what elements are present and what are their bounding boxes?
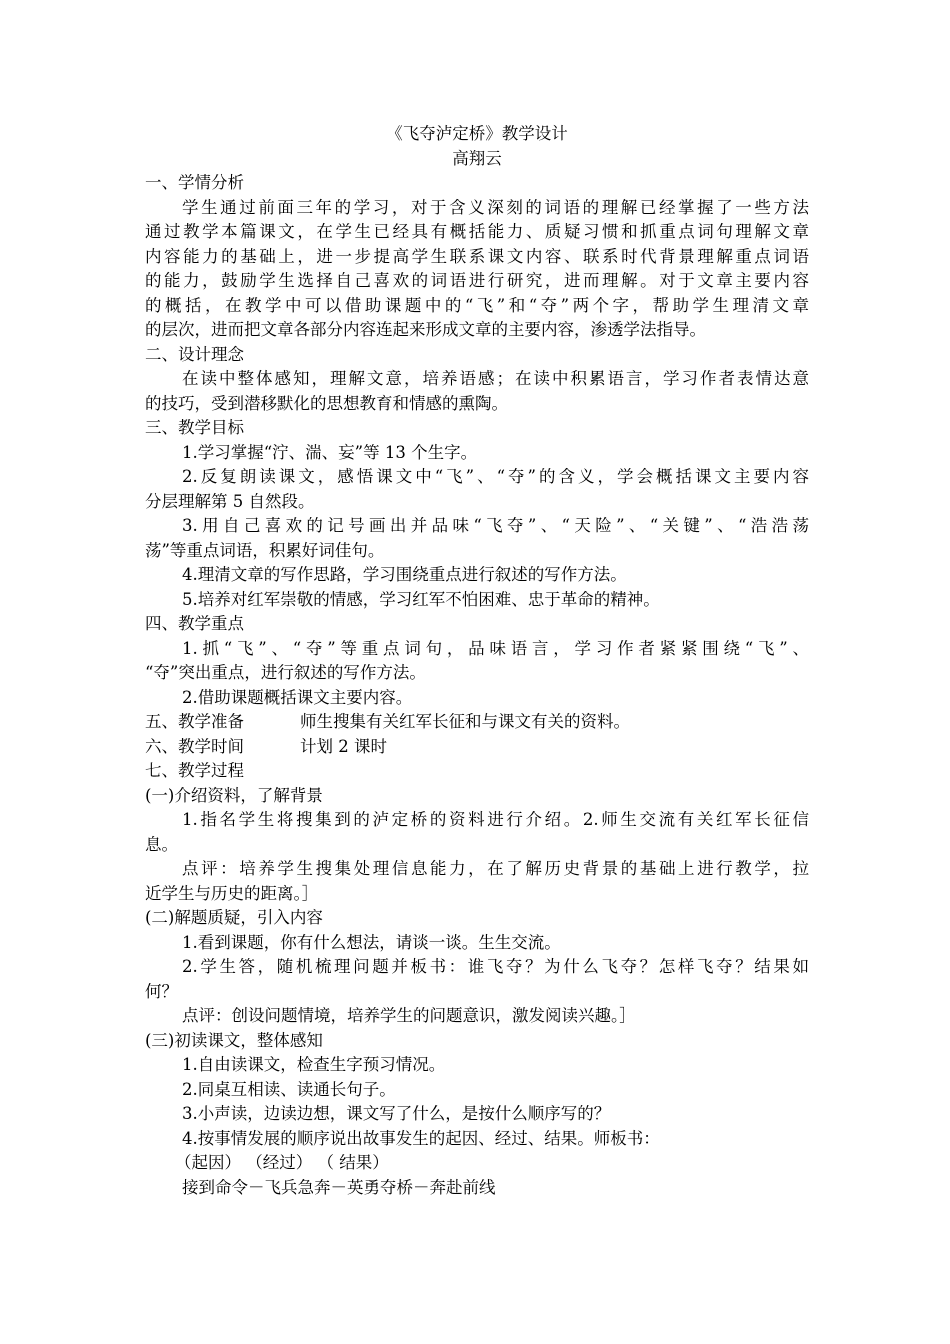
document-page: [145, 122, 809, 1200]
list-item: 3.小声读，边读边想，课文写了什么，是按什么顺序写的？: [182, 1104, 611, 1123]
paragraph-line: 在读中整体感知，理解文意，培养语感；在读中积累语言，学习作者表情达意: [182, 369, 809, 388]
list-item: 3.用自己喜欢的记号画出并品味“飞夺”、“天险”、“关键”、“浩浩荡: [182, 516, 809, 535]
section-heading: 三、教学目标: [145, 418, 244, 437]
subsection-heading: (二)解题质疑，引入内容: [145, 908, 323, 927]
list-item: 1.看到课题，你有什么想法，请谈一谈。生生交流。: [182, 932, 561, 952]
section-row: [145, 710, 809, 735]
paragraph-line: 的层次，进而把文章各部分内容连起来形成文章的主要内容，渗透学法指导。: [145, 320, 706, 339]
section-content: 师生搜集有关红军长征和与课文有关的资料。: [300, 712, 630, 731]
subsection-heading: (三)初读课文，整体感知: [145, 1030, 323, 1050]
list-item: 1.自由读课文，检查生字预习情况。: [182, 1055, 446, 1074]
section-heading: 六、教学时间: [145, 736, 244, 756]
list-item-continuation: 分层理解第 5 自然段。: [145, 491, 315, 511]
list-item: 1.指名学生将搜集到的泸定桥的资料进行介绍。2.师生交流有关红军长征信: [182, 810, 809, 829]
document-title: 《飞夺泸定桥》教学设计: [386, 124, 568, 143]
section-heading: 四、教学重点: [145, 614, 244, 633]
paragraph-line: 的技巧，受到潜移默化的思想教育和情感的熏陶。: [145, 393, 508, 413]
list-item-continuation: 何？: [145, 981, 178, 1001]
section-heading: 二、设计理念: [145, 344, 244, 364]
comment-line: 点评：创设问题情境，培养学生的问题意识，激发阅读兴趣。］: [182, 1006, 636, 1025]
section-heading: 五、教学准备: [145, 712, 244, 731]
list-item: 2.借助课题概括课文主要内容。: [182, 687, 413, 707]
comment-line: 点评：培养学生搜集处理信息能力，在了解历史背景的基础上进行教学，拉: [182, 859, 809, 878]
list-item-continuation: “夺”突出重点，进行叙述的写作方法。: [145, 663, 426, 682]
paragraph-line: 内容能力的基础上，进一步提高学生联系课文内容、联系时代背景理解重点词语: [145, 246, 809, 266]
document-author: 高翔云: [452, 148, 502, 168]
board-labels: （起因） （经过） （ 结果）: [175, 1153, 389, 1172]
section-heading: 一、学情分析: [145, 173, 244, 192]
paragraph-line: 通过教学本篇课文，在学生已经具有概括能力、质疑习惯和抓重点词句理解文章: [145, 222, 809, 241]
list-item: 1.学习掌握“泞、湍、妄”等 13 个生字。: [182, 442, 478, 462]
paragraph-line: 的概括，在教学中可以借助课题中的“飞”和“夺”两个字，帮助学生理清文章: [145, 295, 809, 315]
list-item: 2.学生答，随机梳理问题并板书：谁飞夺？为什么飞夺？怎样飞夺？结果如: [182, 957, 809, 976]
paragraph-line: 学生通过前面三年的学习，对于含义深刻的词语的理解已经掌握了一些方法: [182, 197, 809, 217]
paragraph-line: 的能力，鼓励学生选择自己喜欢的词语进行研究，进而理解。对于文章主要内容: [145, 271, 809, 290]
list-item-continuation: 息。: [145, 834, 178, 854]
board-sequence: 接到命令－飞兵急奔－英勇夺桥－奔赴前线: [182, 1177, 496, 1197]
subsection-heading: (一)介绍资料，了解背景: [145, 785, 323, 805]
section-content: 计划 2 课时: [300, 736, 387, 756]
list-item: 5.培养对红军崇敬的情感，学习红军不怕困难、忠于革命的精神。: [182, 589, 660, 609]
section-row: [145, 735, 809, 760]
list-item: 4.按事情发展的顺序说出故事发生的起因、经过、结果。师板书：: [182, 1128, 660, 1148]
list-item-continuation: 荡”等重点词语，积累好词佳句。: [145, 540, 385, 560]
list-item: 2.反复朗读课文，感悟课文中“飞”、“夺”的含义，学会概括课文主要内容: [182, 467, 809, 486]
list-item: 1.抓“飞”、“夺”等重点词句，品味语言，学习作者紧紧围绕“飞”、: [182, 638, 809, 658]
list-item: 4.理清文章的写作思路，学习围绕重点进行叙述的写作方法。: [182, 565, 627, 584]
comment-line: 近学生与历史的距离。］: [145, 883, 319, 903]
section-heading: 七、教学过程: [145, 761, 244, 780]
list-item: 2.同桌互相读、读通长句子。: [182, 1079, 396, 1099]
